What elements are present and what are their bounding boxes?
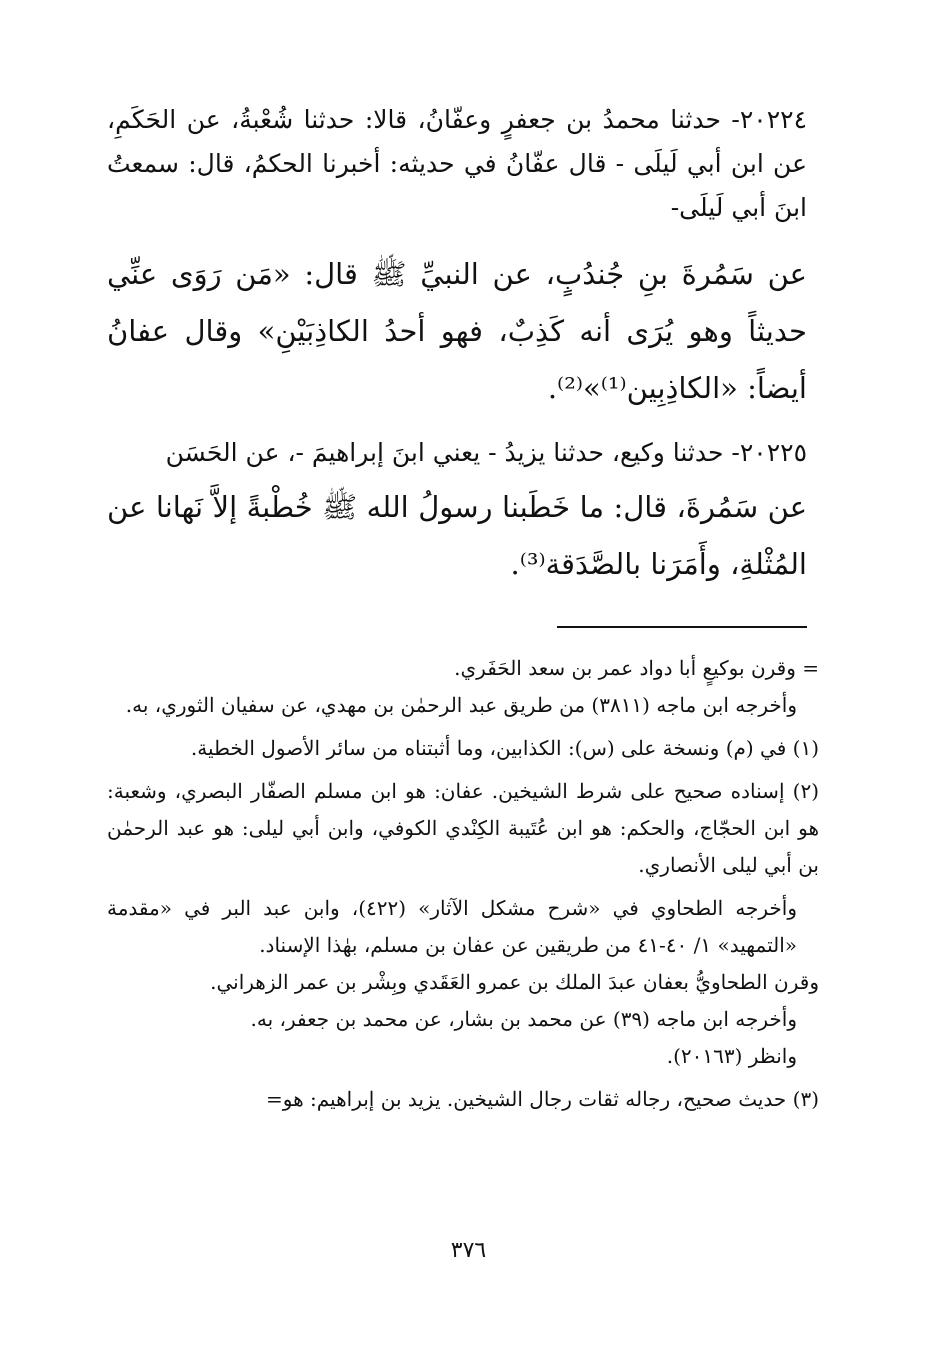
footnote-2-b: وأخرجه الطحاوي في «شرح مشكل الآثار» (٤٢٢)، وابن عبد البر في «مقدمة «التمهيد» ١/ ٤٠-٤١ من طريقين عن عفان بن مسلم، بهٰذا الإسناد. (107, 896, 798, 957)
footnote-3: (٣) حديث صحيح، رجاله ثقات رجال الشيخين. يزيد بن إبراهيم: هو= (266, 1087, 819, 1111)
footnote-continuation: = وقرن بوكيعٍ أبا دواد عمر بن سعد الحَفَري. (454, 656, 819, 680)
footnote-continuation-2: وأخرجه ابن ماجه (٣٨١١) من طريق عبد الرحمٰن بن مهدي، عن سفيان الثوري، به. (125, 693, 797, 717)
footnote-divider (557, 626, 807, 628)
footnote-2: (٢) إسناده صحيح على شرط الشيخين. عفان: هو ابن مسلم الصفّار البصري، وشعبة: هو ابن الحجّاج، والحكم: هو ابن عُتَيبة الكِنْدي الكوفي، وابن أبي ليلى: هو عبد الرحمٰن بن أبي ليلى الأنصاري. (107, 779, 819, 877)
hadith-20225-matn: عن سَمُرةَ، قال: ما خَطَبنا رسولُ الله ﷺ خُطْبةً إلاَّ نَهانا عن المُثْلةِ، وأَمَرَنا بالصَّدَقة⁽³⁾. (107, 490, 807, 581)
footnote-2-e: وانظر (٢٠١٦٣). (666, 1044, 797, 1068)
footnote-2-d: وأخرجه ابن ماجه (٣٩) عن محمد بن بشار، عن محمد بن جعفر، به. (250, 1007, 797, 1031)
hadith-20224-matn: عن سَمُرةَ بنِ جُندُبٍ، عن النبيِّ ﷺ قال: «مَن رَوَى عنِّي حديثاً وهو يُرَى أنه كَذِبٌ، فهو أحدُ الكاذِبَيْنِ» وقال عفانُ أيضاً: «الكاذِبِين⁽¹⁾»⁽²⁾. (107, 257, 807, 405)
main-text (107, 98, 807, 593)
hadith-20224-isnad: ٢٠٢٢٤- حدثنا محمدُ بن جعفرٍ وعفّانُ، قالا: حدثنا شُعْبةُ، عن الحَكَمِ، عن ابن أبي لَيلَى - قال عفّانُ في حديثه: أخبرنا الحكمُ، قال: سمعتُ ابنَ أبي لَيلَى- (107, 105, 807, 222)
page-number: ٣٧٦ (450, 1238, 487, 1263)
footnote-2-c: وقرن الطحاويُّ بعفان عبدَ الملك بن عمرو العَقَدي وبِشْر بن عمر الزهراني. (210, 970, 819, 994)
footnotes (107, 650, 819, 1118)
footnote-1: (١) في (م) ونسخة على (س): الكذابين، وما أثبتناه من سائر الأصول الخطية. (190, 736, 819, 760)
hadith-20225-isnad: ٢٠٢٢٥- حدثنا وكيع، حدثنا يزيدُ - يعني ابنَ إبراهيمَ -، عن الحَسَن (165, 438, 807, 467)
